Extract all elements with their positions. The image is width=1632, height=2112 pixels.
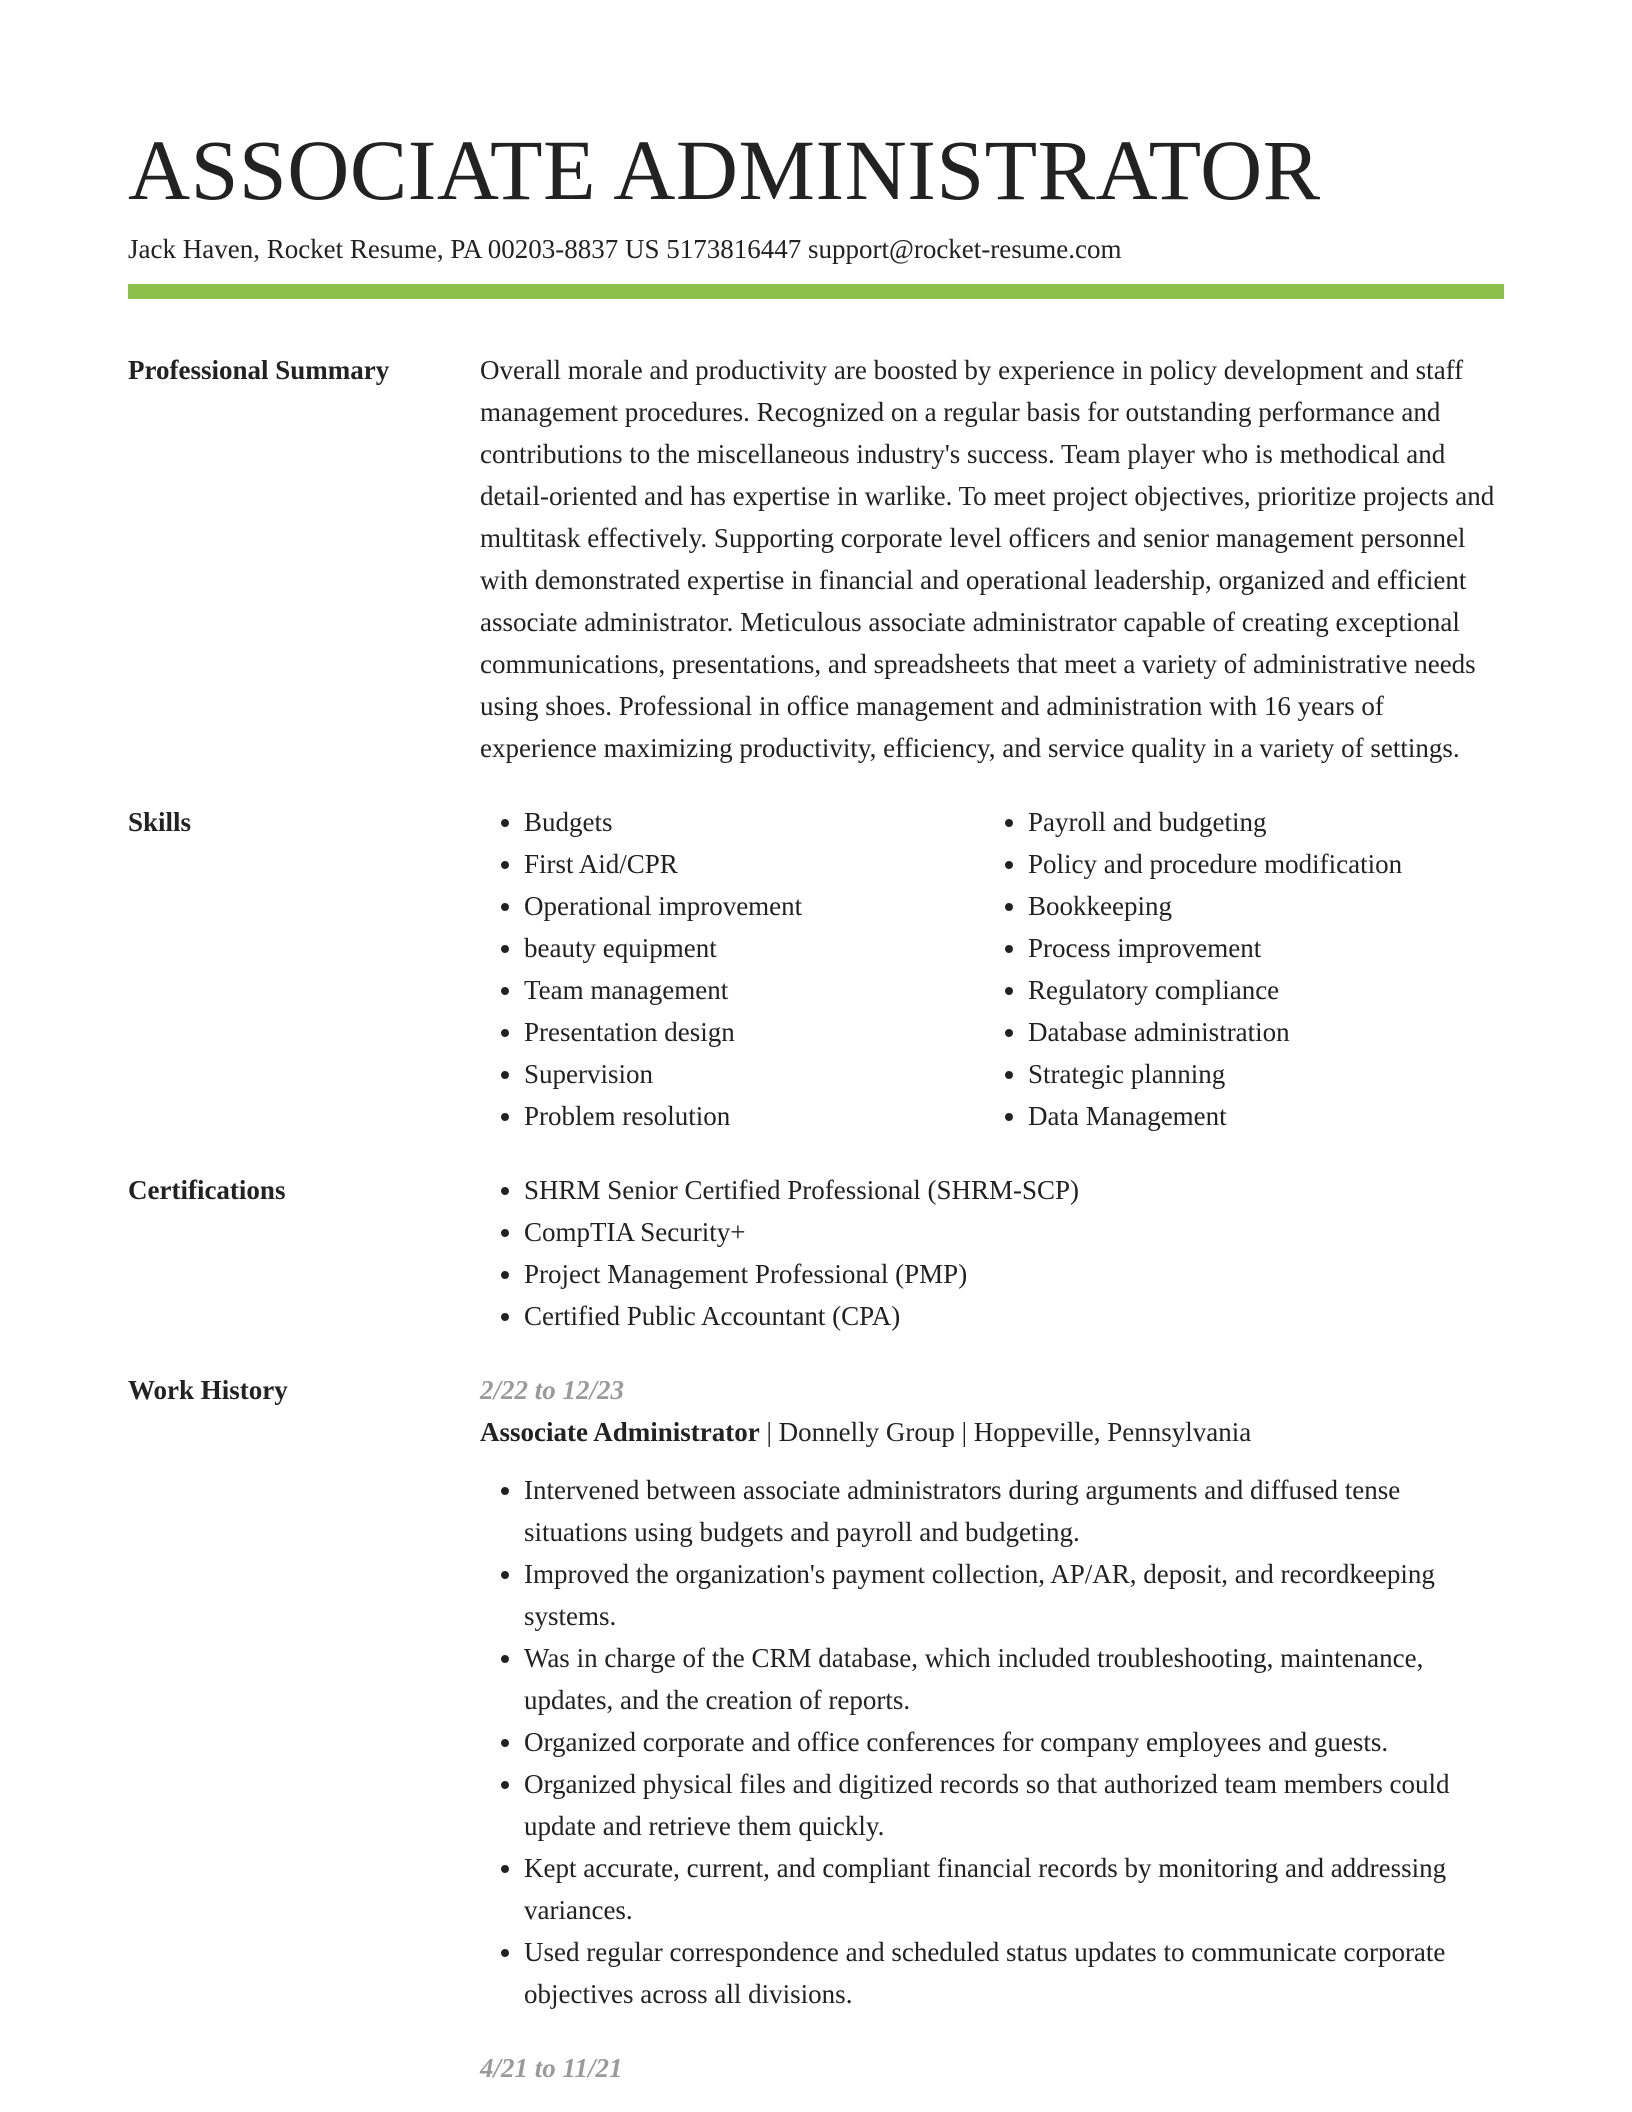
skill-item: • Presentation design bbox=[524, 1011, 984, 1053]
skill-item: • Team management bbox=[524, 969, 984, 1011]
summary-text: Overall morale and productivity are boosted by experience in policy development and staff management procedures. Recognized on a regular basis for outstanding performance and contributions to the miscellaneous industry's success. Team player who is methodical and detail-oriented and has expertise in warlike. To meet project objectives, prioritize projects and multitask effectively. Supporting corporate level officers and senior management personnel with demonstrated expertise in financial and operational leadership, organized and efficient associate administrator. Meticulous associate administrator capable of creating exceptional communications, presentations, and spreadsheets that meet a variety of administrative needs using shoes. Professional in office management and administration with 16 years of experience maximizing productivity, efficiency, and service quality in a variety of settings. bbox=[480, 355, 1495, 763]
job-bullet: • Intervened between associate administrators during arguments and diffused tense situations using budgets and payroll and budgeting. bbox=[524, 1469, 1504, 1553]
job-bullets bbox=[480, 1469, 1504, 2015]
work-history-label: Work History bbox=[128, 1375, 288, 1405]
skills-column-right bbox=[984, 801, 1488, 1137]
skills-section bbox=[128, 801, 1504, 1137]
job-bullet: • Used regular correspondence and scheduled status updates to communicate corporate objectives across all divisions. bbox=[524, 1931, 1504, 2015]
certifications-section bbox=[128, 1169, 1504, 1337]
skill-item: • Database administration bbox=[1028, 1011, 1488, 1053]
skill-item: • Process improvement bbox=[1028, 927, 1488, 969]
certification-item: • Project Management Professional (PMP) bbox=[524, 1253, 1504, 1295]
header-divider bbox=[128, 284, 1504, 299]
resume-title: ASSOCIATE ADMINISTRATOR bbox=[128, 122, 1321, 218]
skill-item: • Budgets bbox=[524, 801, 984, 843]
skill-item: • Payroll and budgeting bbox=[1028, 801, 1488, 843]
job-dates: 4/21 to 11/21 bbox=[480, 2053, 623, 2083]
job-title: Associate Administrator bbox=[480, 1417, 760, 1447]
job-dates: 2/22 to 12/23 bbox=[480, 1375, 625, 1405]
skill-item: • Regulatory compliance bbox=[1028, 969, 1488, 1011]
work-history-body bbox=[480, 1369, 1504, 2089]
skill-item: • Operational improvement bbox=[524, 885, 984, 927]
skill-item: • Supervision bbox=[524, 1053, 984, 1095]
skill-item: • Data Management bbox=[1028, 1095, 1488, 1137]
job-bullet: • Improved the organization's payment collection, AP/AR, deposit, and recordkeeping systems. bbox=[524, 1553, 1504, 1637]
skill-item: • beauty equipment bbox=[524, 927, 984, 969]
skills-label: Skills bbox=[128, 807, 192, 837]
job-bullet: • Organized physical files and digitized records so that authorized team members could update and retrieve them quickly. bbox=[524, 1763, 1504, 1847]
summary-label: Professional Summary bbox=[128, 355, 390, 385]
job-bullet: • Kept accurate, current, and compliant financial records by monitoring and addressing variances. bbox=[524, 1847, 1504, 1931]
certification-item: • SHRM Senior Certified Professional (SHRM-SCP) bbox=[524, 1169, 1504, 1211]
job-entry bbox=[480, 2047, 1504, 2089]
skill-item: • Policy and procedure modification bbox=[1028, 843, 1488, 885]
skill-item: • First Aid/CPR bbox=[524, 843, 984, 885]
job-bullet: • Organized corporate and office conferences for company employees and guests. bbox=[524, 1721, 1504, 1763]
skills-grid bbox=[480, 801, 1504, 1137]
certification-item: • CompTIA Security+ bbox=[524, 1211, 1504, 1253]
job-heading bbox=[480, 1411, 1504, 1453]
contact-line: Jack Haven, Rocket Resume, PA 00203-8837 US 5173816447 support@rocket-resume.com bbox=[128, 234, 1122, 264]
work-history-section bbox=[128, 1369, 1504, 2089]
job-bullet: • Was in charge of the CRM database, which included troubleshooting, maintenance, updates, and the creation of reports. bbox=[524, 1637, 1504, 1721]
certification-item: • Certified Public Accountant (CPA) bbox=[524, 1295, 1504, 1337]
skill-item: • Problem resolution bbox=[524, 1095, 984, 1137]
summary-body bbox=[480, 349, 1504, 769]
summary-section bbox=[128, 349, 1504, 769]
resume-page bbox=[128, 0, 1504, 2089]
skill-item: • Bookkeeping bbox=[1028, 885, 1488, 927]
job-entry bbox=[480, 1369, 1504, 2015]
certifications-label: Certifications bbox=[128, 1175, 286, 1205]
skills-column-left bbox=[480, 801, 984, 1137]
job-company-location: | Donnelly Group | Hoppeville, Pennsylvania bbox=[759, 1417, 1252, 1447]
skill-item: • Strategic planning bbox=[1028, 1053, 1488, 1095]
skills-body bbox=[480, 801, 1504, 1137]
certifications-body bbox=[480, 1169, 1504, 1337]
